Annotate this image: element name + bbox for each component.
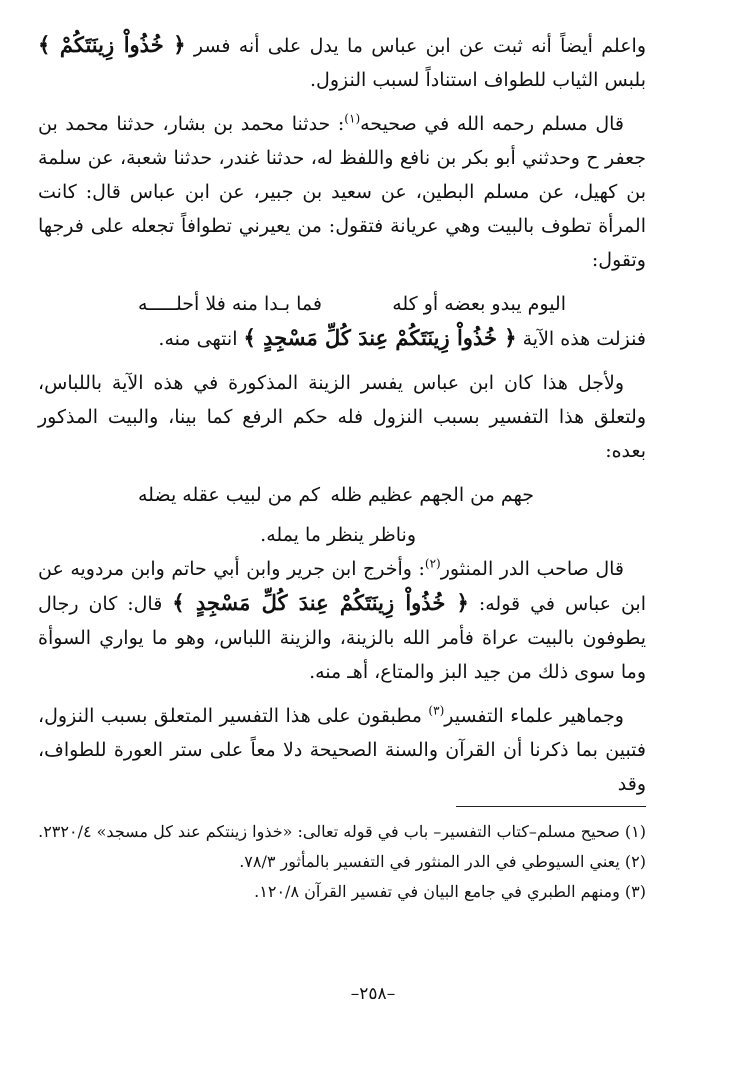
paragraph-text: قال صاحب الدر المنثور (440, 558, 624, 580)
quran-verse: ﴿ خُذُواْ زِينَتَكُمْ عِندَ كُلِّ مَسْجِدٍ ﴾ (172, 590, 469, 615)
verse-second-hemistich: كم من لبيب عقله يضله (138, 484, 321, 506)
poetry-verse-1 (38, 287, 646, 321)
paragraph-text: قال: كان رجال يطوفون بالبيت عراة فأمر الله بالزينة، والزينة اللباس، وهو ما يواري السوأة وما سوى ذلك من جيد البز والمتاع، أهـ منه. (38, 593, 646, 683)
book-page (38, 28, 646, 1068)
paragraph-text: واعلم أيضاً أنه ثبت عن ابن عباس ما يدل على أنه فسر (193, 35, 646, 57)
verse-first-hemistich: جهم من الجهم عظيم ظله (330, 484, 534, 506)
poetry-hemistich: وناظر ينظر ما يمله. (260, 524, 416, 546)
poetry-verse-2 (38, 478, 646, 512)
paragraph-durr-manthur (38, 552, 646, 689)
footnote-ref-3[interactable]: (٣) (428, 703, 445, 718)
paragraph-tafsir-ruling (38, 366, 646, 468)
paragraph-muslim-hadith (38, 107, 646, 277)
paragraph-majority-scholars (38, 699, 646, 801)
paragraph-text: قال مسلم رحمه الله في صحيحه (360, 113, 624, 135)
paragraph-text: وجماهير علماء التفسير (444, 705, 624, 727)
footnote-3: (٣) ومنهم الطبري في جامع البيان في تفسير القرآن ١٢٠/٨. (254, 882, 646, 901)
paragraph-ibn-abbas-intro (38, 28, 646, 97)
paragraph-revelation (38, 321, 646, 356)
paragraph-text: ولأجل هذا كان ابن عباس يفسر الزينة المذكورة في هذه الآية باللباس، ولتعلق هذا التفسير بسبب النزول فله حكم الرفع كما بينا، والبيت المذكور بعده: (38, 372, 646, 462)
paragraph-text: انتهى منه. (158, 328, 238, 350)
footnote-2: (٢) يعني السيوطي في الدر المنثور في التفسير بالمأثور ٧٨/٣. (239, 852, 646, 871)
footnote-ref-2[interactable]: (٢) (424, 556, 441, 571)
footnote-ref-1[interactable]: (١) (344, 111, 361, 126)
paragraph-text: مطبقون على هذا التفسير المتعلق بسبب النزول، فتبين بما ذكرنا أن القرآن والسنة الصحيحة دلا معاً على ستر العورة للطواف، وقد (38, 705, 646, 795)
verse-second-hemistich: فما بـدا منه فلا أحلـــــه (138, 293, 322, 315)
footnotes (38, 818, 646, 908)
verse-first-hemistich: اليوم يبدو بعضه أو كله (392, 293, 566, 315)
paragraph-text: فنزلت هذه الآية (522, 328, 646, 350)
quran-verse: ﴿ خُذُواْ زِينَتَكُمْ عِندَ كُلِّ مَسْجِدٍ ﴾ (243, 325, 517, 350)
footnote-divider (456, 806, 646, 807)
paragraph-text: بلبس الثياب للطواف استناداً لسبب النزول. (309, 69, 646, 91)
quran-verse: ﴿ خُذُواْ زِينَتَكُمْ ﴾ (38, 32, 186, 57)
page-number: –٢٥٨– (350, 984, 396, 1004)
footnote-1: (١) صحيح مسلم–كتاب التفسير– باب في قوله تعالى: «خذوا زينتكم عند كل مسجد» ٢٣٢٠/٤. (38, 822, 646, 841)
paragraph-text: : وأخرج ابن جرير وابن أبي حاتم وابن مردويه عن ابن عباس في قوله: (38, 558, 646, 615)
paragraph-text: : حدثنا محمد بن بشار، حدثنا محمد بن جعفر ح وحدثني أبو بكر بن نافع واللفظ له، حدثنا غندر، حدثنا شعبة، عن سلمة بن كهيل، عن مسلم البطين، عن سعيد بن جبير، عن ابن عباس قال: كانت المرأة تطوف بالبيت وهي عريانة فتقول: من يعيرني تطوافاً تجعله على فرجها وتقول: (38, 113, 646, 271)
